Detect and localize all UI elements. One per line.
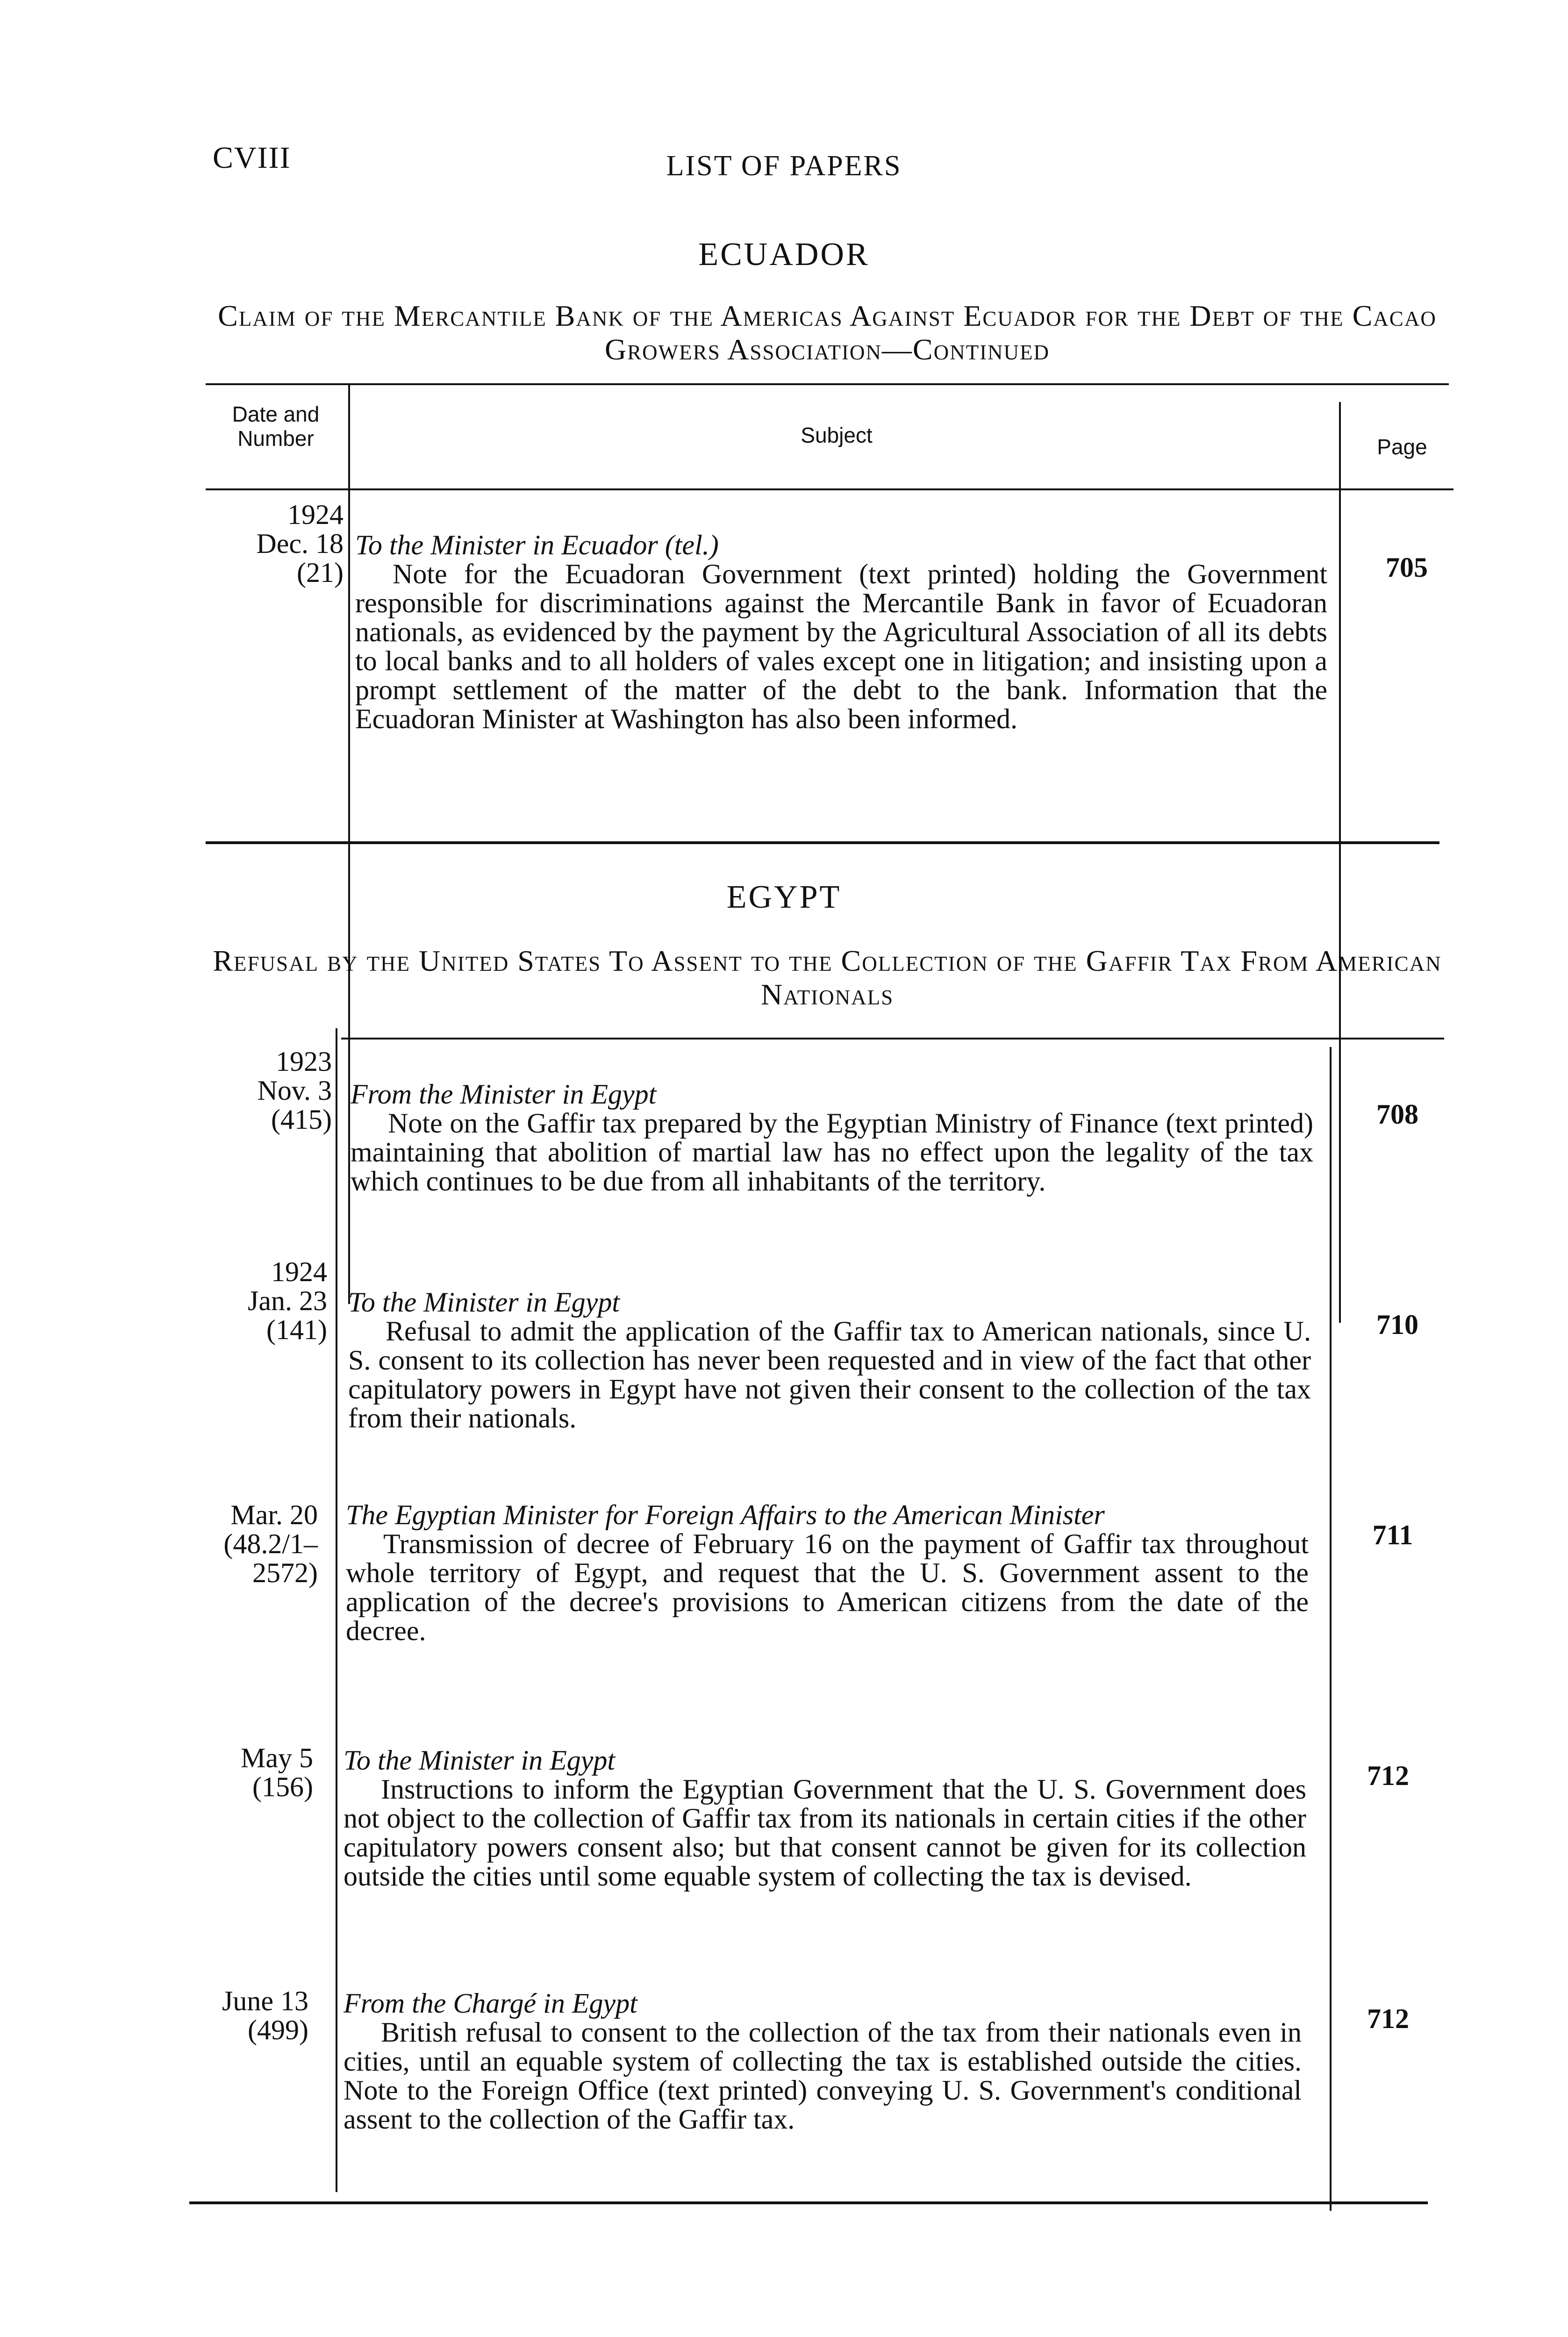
entry-date: [185, 500, 344, 587]
column-header-page: Page: [1377, 435, 1427, 459]
running-head: LIST OF PAPERS: [666, 150, 902, 182]
entry-number: (499): [248, 2014, 308, 2045]
entry-number: (156): [252, 1771, 313, 1802]
entry-heading: To the Minister in Egypt: [348, 1287, 620, 1318]
entry-page: 710: [1376, 1309, 1418, 1340]
entry-number: (415): [271, 1104, 332, 1135]
entry-page: 712: [1367, 1760, 1409, 1791]
table-rule-top: [206, 383, 1449, 385]
entry-day: Nov. 3: [257, 1075, 332, 1106]
country-heading-ecuador: ECUADOR: [698, 237, 870, 272]
entry-number: (21): [297, 557, 344, 588]
entry-date: [168, 1257, 327, 1344]
entry-subject: [346, 1500, 1309, 1645]
entry-date: [173, 1047, 332, 1134]
entry-heading: From the Minister in Egypt: [351, 1079, 657, 1110]
entry-subject: [344, 1989, 1302, 2134]
entry-year: 1923: [276, 1046, 332, 1077]
entry-day: Jan. 23: [248, 1285, 327, 1316]
entry-page: 705: [1386, 552, 1428, 583]
section-title-egypt: Refusal by the United States To Assent to the Collection of the Gaffir Tax From American Nationals: [213, 944, 1442, 1011]
entry-number: (48.2/1–2572): [223, 1528, 318, 1588]
section-rule-egypt: [189, 2201, 1428, 2204]
entry-date: [159, 1500, 318, 1587]
entry-day: June 13: [222, 1986, 308, 2016]
entry-day: Mar. 20: [230, 1499, 318, 1530]
table-rule-egypt: [341, 1038, 1444, 1039]
entry-subject: [355, 530, 1327, 733]
entry-day: May 5: [241, 1742, 313, 1773]
entry-subject: [351, 1080, 1313, 1196]
entry-day: Dec. 18: [256, 528, 344, 559]
entry-body: Instructions to inform the Egyptian Government that the U. S. Government does not object to the collection of Gaffir tax from its nationals in certain cities if the other capitulatory powers consent also; but that consent cannot be given for its collection outside the cities until some equable system of collecting the tax is devised.: [344, 1774, 1306, 1892]
table-rule-header: [206, 488, 1453, 490]
entry-heading: From the Chargé in Egypt: [344, 1988, 637, 2019]
entry-body: Transmission of decree of February 16 on the payment of Gaffir tax throughout whole territory of Egypt, and request that the U. S. Government assent to the application of the decree's provisions to American citizens from the date of the decree.: [346, 1528, 1309, 1646]
entry-page: 712: [1367, 2003, 1409, 2034]
country-heading-egypt: EGYPT: [726, 879, 842, 915]
column-header-date: Date and Number: [232, 402, 320, 451]
entry-subject: [348, 1288, 1311, 1433]
section-title-ecuador: Claim of the Mercantile Bank of the Americas Against Ecuador for the Debt of the Cacao Growers Association—Continued: [218, 299, 1437, 366]
page-number: CVIII: [213, 141, 291, 175]
entry-number: (141): [266, 1314, 327, 1345]
entry-page: 708: [1376, 1099, 1418, 1130]
entry-year: 1924: [287, 499, 344, 530]
entry-body: Note for the Ecuadoran Government (text printed) holding the Government responsible for discriminations against the Mercantile Bank in favor of Ecuadoran nationals, as evidenced by the payment by the Agricultural Association of all its debts to local banks and to all holders of vales except one in litigation; and insisting upon a prompt settlement of the matter of the debt to the bank. Information that the Ecuadoran Minister at Washington has also been informed.: [355, 559, 1327, 734]
entry-body: British refusal to consent to the collection of the tax from their nationals even in cities, until an equable system of collecting the tax is established outside the cities. Note to the Foreign Office (text printed) conveying U. S. Government's conditional assent to the collection of the Gaffir tax.: [344, 2017, 1302, 2135]
entry-heading: The Egyptian Minister for Foreign Affairs to the American Minister: [346, 1499, 1105, 1530]
entry-subject: [344, 1746, 1306, 1891]
entry-body: Note on the Gaffir tax prepared by the Egyptian Ministry of Finance (text printed) maintaining that abolition of martial law has no effect upon the legality of the tax which continues to be due from all inhabitants of the territory.: [351, 1108, 1313, 1197]
column-divider-page: [1339, 402, 1341, 1323]
column-divider-page-egypt: [1330, 1047, 1332, 2211]
entry-body: Refusal to admit the application of the Gaffir tax to American nationals, since U. S. consent to its collection has never been requested and in view of the fact that other capitulatory powers in Egypt have not given their consent to the collection of the tax from their nationals.: [348, 1316, 1311, 1434]
entry-heading: To the Minister in Ecuador (tel.): [355, 530, 719, 560]
column-header-subject: Subject: [801, 423, 873, 447]
section-rule-ecuador: [206, 841, 1439, 844]
entry-heading: To the Minister in Egypt: [344, 1745, 616, 1776]
entry-date: [154, 1743, 313, 1801]
entry-page: 711: [1372, 1520, 1413, 1550]
column-divider-date-egypt: [336, 1028, 337, 2192]
entry-year: 1924: [271, 1256, 327, 1287]
entry-date: [150, 1986, 308, 2044]
